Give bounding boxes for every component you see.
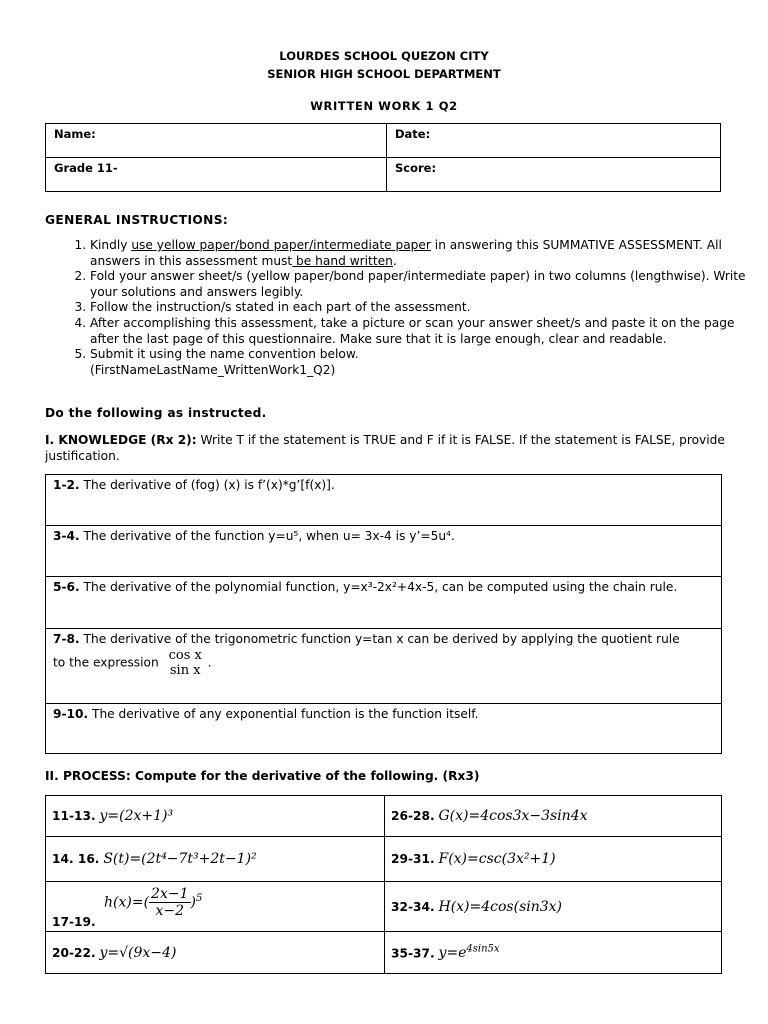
item-number: 17-19. bbox=[52, 915, 96, 929]
math-expression: h(x)=( $\frac{2x-1}{x-2}$ )$^5$ bbox=[104, 886, 203, 919]
item-number: 11-13. bbox=[52, 809, 96, 823]
item-text: The derivative of (fog) (x) is f’(x)*g’[f(x)]. bbox=[79, 478, 335, 492]
instruction-text: . bbox=[392, 253, 397, 268]
item-text: The derivative of any exponential function is the function itself. bbox=[88, 707, 479, 721]
item-number: 35-37. bbox=[391, 946, 435, 961]
process-row bbox=[46, 882, 722, 932]
department-name: SENIOR HIGH SCHOOL DEPARTMENT bbox=[267, 67, 501, 81]
tf-row bbox=[46, 704, 722, 754]
process-row bbox=[46, 837, 722, 882]
grade-field[interactable]: Grade 11- bbox=[46, 158, 387, 192]
fraction-numerator: 2x−1 bbox=[151, 886, 189, 902]
item-text: The derivative of the trigonometric function y=tan x can be derived by applying the quotient rule bbox=[79, 632, 680, 646]
instructions-list bbox=[45, 238, 760, 378]
part1-label: I. KNOWLEDGE (Rx 2): bbox=[45, 433, 197, 447]
item-number: 7-8. bbox=[53, 632, 80, 646]
item-number: 20-22. bbox=[52, 945, 96, 960]
tf-row bbox=[46, 629, 722, 704]
item-text: . bbox=[207, 655, 212, 670]
instruction-underlined: be hand written bbox=[292, 253, 393, 268]
exponent: 5 bbox=[195, 892, 203, 904]
item-text: The derivative of the polynomial function, y=x³-2x²+4x-5, can be computed using the chain rule. bbox=[79, 580, 678, 594]
instruction-text: Submit it using the name convention below. bbox=[90, 347, 359, 362]
item-number: 3-4. bbox=[53, 529, 80, 543]
date-field[interactable]: Date: bbox=[387, 124, 721, 158]
math-expression bbox=[438, 945, 499, 961]
process-row bbox=[46, 796, 722, 837]
score-field[interactable]: Score: bbox=[387, 158, 721, 192]
instruction-item: 2. Fold your answer sheet/s (yellow paper/bond paper/intermediate paper) in two columns (lengthwise). Write your solutions and answers legibly. bbox=[90, 269, 760, 300]
tf-row bbox=[46, 475, 722, 526]
instruction-item: 4. After accomplishing this assessment, take a picture or scan your answer sheet/s and paste it on the page after the last page of this questionnaire. Make sure that it is large enough, clear and readable. bbox=[90, 316, 760, 347]
item-number: 29-31. bbox=[391, 852, 435, 866]
part1-instruction-text: Write T if the statement is TRUE and F if it is FALSE. If the statement is FALSE, provide justification. bbox=[45, 433, 725, 463]
instruction-underlined: use yellow paper/bond paper/intermediate paper bbox=[131, 238, 431, 252]
item-number: 9-10. bbox=[53, 707, 89, 721]
item-text: The derivative of the function y=u⁵, when u= 3x-4 is y’=5u⁴. bbox=[79, 529, 455, 543]
filename-convention: (FirstNameLastName_WrittenWork1_Q2) bbox=[90, 362, 336, 377]
item-number: 14. 16. bbox=[52, 852, 100, 866]
tf-row bbox=[46, 526, 722, 577]
math-expression: y=(2x+1)³ bbox=[99, 808, 174, 824]
student-info-table bbox=[45, 123, 721, 192]
true-false-table bbox=[45, 474, 722, 754]
school-name: LOURDES SCHOOL QUEZON CITY bbox=[279, 49, 489, 63]
process-table bbox=[45, 795, 722, 974]
fraction-denominator: x−2 bbox=[155, 903, 185, 919]
math-expression: G(x)=4cos3x−3sin4x bbox=[438, 808, 588, 824]
part2-heading: II. PROCESS: Compute for the derivative of the following. (Rx3) bbox=[45, 769, 480, 783]
math-expression: y=√(9x−4) bbox=[99, 944, 177, 961]
process-row bbox=[46, 932, 722, 974]
instruction-item bbox=[90, 347, 760, 378]
fraction-numerator: cos x bbox=[168, 648, 202, 663]
instruction-text: in answering this SUMMATIVE ASSESSMENT. All answers in this assessment must bbox=[90, 238, 722, 268]
math-base: y=e bbox=[438, 945, 467, 962]
exponent: 4sin5x bbox=[466, 943, 500, 955]
item-text: to the expression bbox=[53, 655, 159, 670]
math-expression: F(x)=csc(3x²+1) bbox=[438, 851, 556, 867]
fraction-denominator: sin x bbox=[169, 663, 201, 678]
tf-row bbox=[46, 577, 722, 629]
item-number: 32-34. bbox=[391, 899, 435, 914]
do-following-heading: Do the following as instructed. bbox=[45, 406, 267, 420]
math-expression: S(t)=(2t⁴−7t³+2t−1)² bbox=[103, 851, 257, 867]
instruction-item: 3. Follow the instruction/s stated in each part of the assessment. bbox=[90, 300, 760, 316]
math-expression-lhs: h(x)= bbox=[104, 894, 144, 911]
cos-over-sin-fraction bbox=[167, 648, 204, 678]
item-number: 5-6. bbox=[53, 580, 80, 594]
page-title: WRITTEN WORK 1 Q2 bbox=[310, 99, 458, 113]
item-number: 1-2. bbox=[53, 478, 80, 492]
item-number: 26-28. bbox=[391, 809, 435, 823]
instruction-text: Kindly bbox=[90, 238, 132, 252]
part1-instructions bbox=[45, 432, 725, 464]
name-field[interactable]: Name: bbox=[46, 124, 387, 158]
instructions-heading: GENERAL INSTRUCTIONS: bbox=[45, 213, 229, 227]
math-expression: H(x)=4cos(sin3x) bbox=[438, 898, 563, 915]
h-fraction bbox=[149, 886, 190, 919]
instruction-item bbox=[90, 238, 760, 269]
